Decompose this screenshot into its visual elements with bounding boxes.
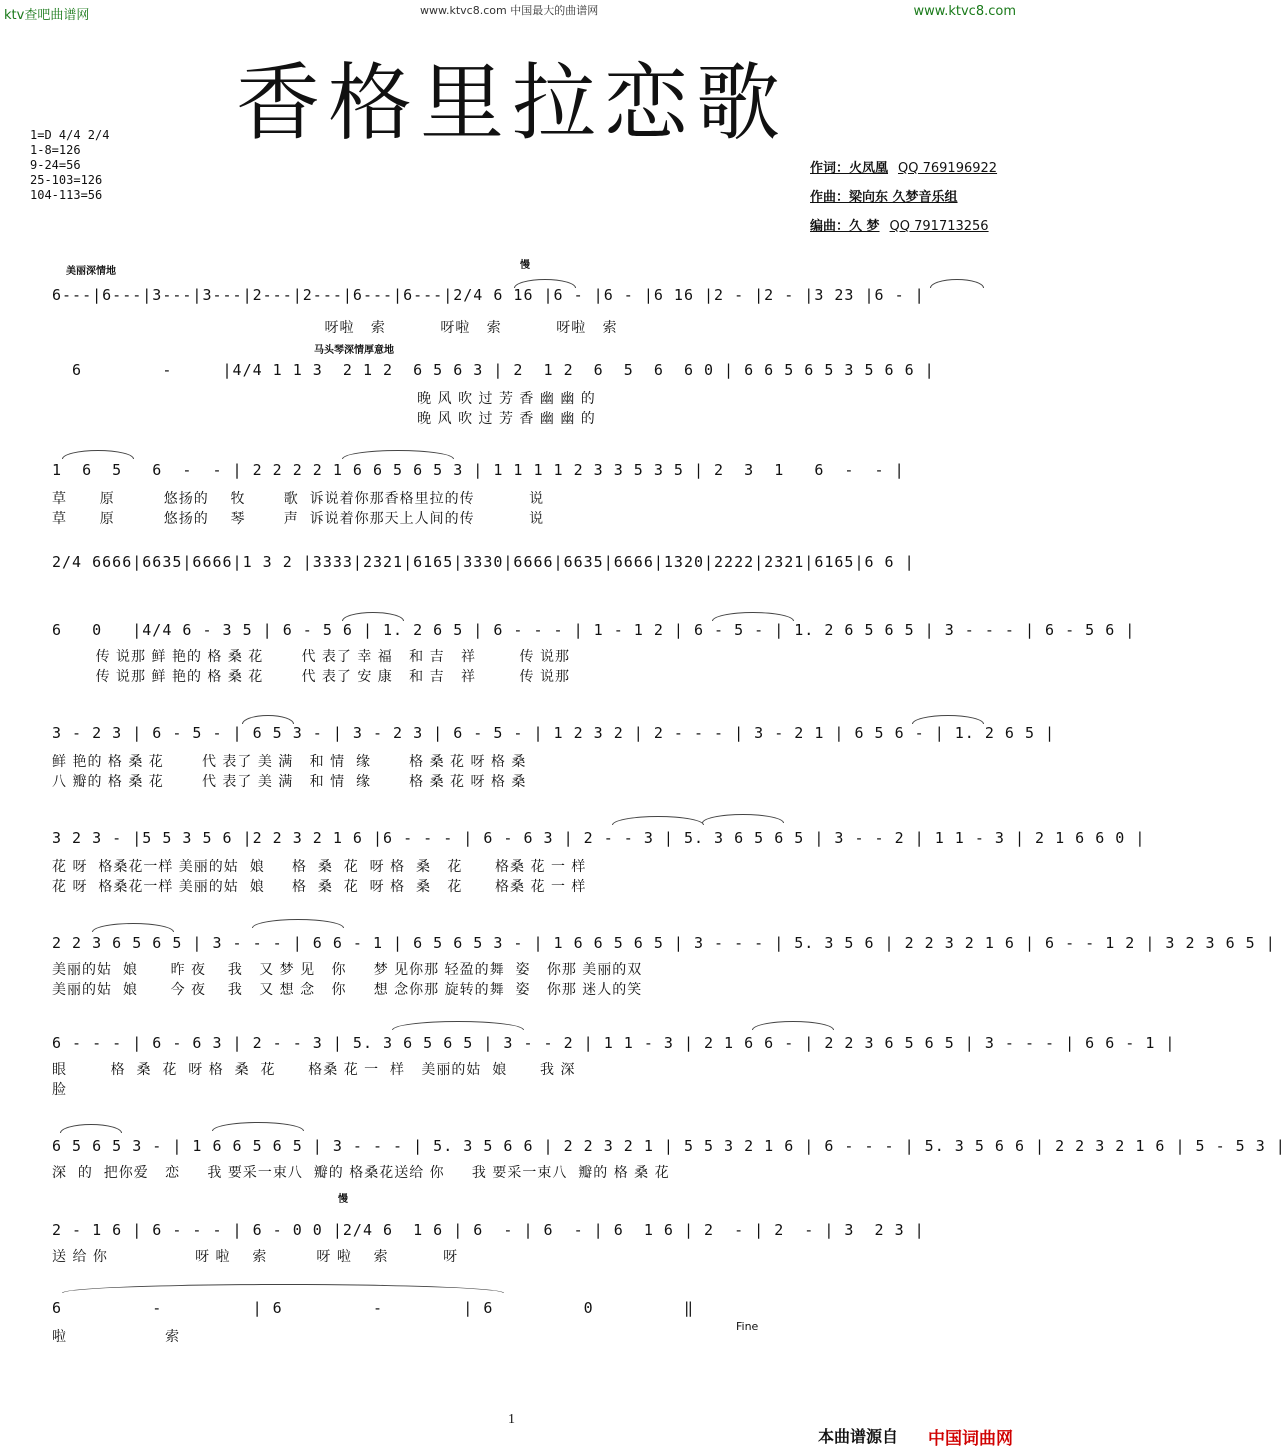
credit-role: 作曲：梁向东 久梦音乐组 bbox=[810, 190, 958, 205]
notation-line bbox=[52, 933, 1276, 961]
tempo-line: 1=D 4/4 2/4 bbox=[30, 128, 110, 142]
credit-qq: QQ 769196922 bbox=[898, 161, 998, 176]
lyric-line: 传 说那 鲜 艳的 格 桑 花 代 表了 安 康 和 吉 祥 传 说那 bbox=[52, 669, 571, 685]
notation-line bbox=[52, 723, 1056, 751]
lyric-line: 眼 格 桑 花 呀 格 桑 花 格桑 花 一 样 美丽的姑 娘 我 深 bbox=[52, 1062, 576, 1078]
credit-role: 编曲：久 梦 bbox=[810, 219, 880, 234]
lyric-line: 鲜 艳的 格 桑 花 代 表了 美 满 和 情 缘 格 桑 花 呀 格 桑 bbox=[52, 754, 527, 770]
notation-text: 6 5 6 5 3 - | 1 6 6 5 6 5 | 3 - - - | 5. 3 5 6 6 | 2 2 3 2 1 | 5 5 3 2 1 6 | 6 - - - | 5. 3 5 6 6 | 2 2 3 2 1 6 | 5 - 5 3 | bbox=[52, 1137, 1286, 1155]
lyric-line: 八 瓣的 格 桑 花 代 表了 美 满 和 情 缘 格 桑 花 呀 格 桑 bbox=[52, 774, 527, 790]
notation-line bbox=[52, 360, 982, 388]
lyric-line: 美丽的姑 娘 昨 夜 我 又 梦 见 你 梦 见你那 轻盈的舞 姿 你那 美丽的双 bbox=[52, 962, 643, 978]
expression-mark: 美丽深情地 bbox=[66, 266, 116, 277]
tempo-block bbox=[30, 128, 109, 203]
song-title: 香格里拉恋歌 bbox=[235, 54, 788, 152]
header-site-right: www.ktvc8.com bbox=[913, 4, 1016, 19]
notation-line bbox=[52, 285, 982, 313]
lyric-line: 晚 风 吹 过 芳 香 幽 幽 的 bbox=[52, 391, 596, 407]
lyric-line: 啦 索 bbox=[52, 1329, 181, 1345]
notation-text: 6 - |4/4 1 1 3 2 1 2 6 5 6 3 | 2 1 2 6 5 6 6 0 | 6 6 5 6 5 3 5 6 6 | bbox=[52, 361, 935, 379]
notation-text: 1 6 5 6 - - | 2 2 2 2 1 6 6 5 6 5 3 | 1 1 1 1 2 3 3 5 3 5 | 2 3 1 6 - - | bbox=[52, 461, 905, 479]
notation-text: 6 0 |4/4 6 - 3 5 | 6 - 5 6 | 1. 2 6 5 | 6 - - - | 1 - 1 2 | 6 - 5 - | 1. 2 6 5 6 5 | 3 - - - | 6 - 5 6 | bbox=[52, 621, 1136, 639]
tempo-line: 25-103=126 bbox=[30, 173, 103, 187]
tempo-mark: 慢 bbox=[520, 260, 530, 271]
page-number: 1 bbox=[508, 1412, 515, 1427]
credit-lyricist bbox=[810, 157, 997, 176]
lyric-line: 草 原 悠扬的 琴 声 诉说着你那天上人间的传 说 bbox=[52, 511, 545, 527]
notation-line bbox=[52, 460, 982, 488]
notation-text: 6 - - - | 6 - 6 3 | 2 - - 3 | 5. 3 6 5 6 5 | 3 - - 2 | 1 1 - 3 | 2 1 6 6 - | 2 2 3 6 5 6 5 | 3 - - - | 6 6 - 1 | bbox=[52, 1034, 1176, 1052]
lyric-line: 草 原 悠扬的 牧 歌 诉说着你那香格里拉的传 说 bbox=[52, 491, 545, 507]
fine-mark: Fine bbox=[736, 1320, 759, 1333]
tempo-line: 9-24=56 bbox=[30, 158, 81, 172]
notation-line bbox=[52, 1136, 1286, 1164]
lyric-line: 花 呀 格桑花一样 美丽的姑 娘 格 桑 花 呀 格 桑 花 格桑 花 一 样 bbox=[52, 859, 587, 875]
credit-arranger bbox=[810, 215, 989, 234]
credit-role: 作词：火凤凰 bbox=[810, 161, 889, 176]
lyric-line: 花 呀 格桑花一样 美丽的姑 娘 格 桑 花 呀 格 桑 花 格桑 花 一 样 bbox=[52, 879, 587, 895]
lyric-line: 美丽的姑 娘 今 夜 我 又 想 念 你 想 念你那 旋转的舞 姿 你那 迷人的笑 bbox=[52, 982, 643, 998]
source-label: 本曲谱源自 bbox=[818, 1427, 899, 1446]
source-site-logo: 中国词曲网 bbox=[928, 1429, 1013, 1449]
credit-composer bbox=[810, 186, 968, 205]
notation-text: 6 - | 6 - | 6 0 ‖ bbox=[52, 1299, 694, 1317]
notation-text: 2 2 3 6 5 6 5 | 3 - - - | 6 6 - 1 | 6 5 6 5 3 - | 1 6 6 5 6 5 | 3 - - - | 5. 3 5 6 | 2 2 3 2 1 6 | 6 - - 1 2 | 3 2 3 6 5 | bbox=[52, 934, 1276, 952]
header-site-mid: www.ktvc8.com 中国最大的曲谱网 bbox=[420, 4, 599, 17]
notation-text: 6---|6---|3---|3---|2---|2---|6---|6---|2/4 6 16 |6 - |6 - |6 16 |2 - |2 - |3 23 |6 - | bbox=[52, 286, 925, 304]
notation-line bbox=[52, 620, 1136, 648]
notation-line bbox=[52, 1033, 1176, 1061]
notation-text: 3 2 3 - |5 5 3 5 6 |2 2 3 2 1 6 |6 - - - | 6 - 6 3 | 2 - - 3 | 5. 3 6 5 6 5 | 3 - - 2 | 1 1 - 3 | 2 1 6 6 0 | bbox=[52, 829, 1146, 847]
lyric-line: 送 给 你 呀 啦 索 呀 啦 索 呀 bbox=[52, 1249, 459, 1265]
lyric-line: 晚 风 吹 过 芳 香 幽 幽 的 bbox=[52, 411, 596, 427]
notation-text: 3 - 2 3 | 6 - 5 - | 6 5 3 - | 3 - 2 3 | 6 - 5 - | 1 2 3 2 | 2 - - - | 3 - 2 1 | 6 5 6 - | 1. 2 6 5 | bbox=[52, 724, 1056, 742]
notation-text: 2/4 6666|6635|6666|1 3 2 |3333|2321|6165|3330|6666|6635|6666|1320|2222|2321|6165|6 6 | bbox=[52, 553, 915, 571]
credit-qq: QQ 791713256 bbox=[889, 219, 989, 234]
lyric-line: 呀啦 索 呀啦 索 呀啦 索 bbox=[52, 320, 618, 336]
lyric-line: 深 的 把你爱 恋 我 要采一束八 瓣的 格桑花送给 你 我 要采一束八 瓣的 格 桑 花 bbox=[52, 1165, 670, 1181]
tempo-line: 104-113=56 bbox=[30, 188, 103, 202]
lyric-line: 传 说那 鲜 艳的 格 桑 花 代 表了 幸 福 和 吉 祥 传 说那 bbox=[52, 649, 571, 665]
notation-line bbox=[52, 828, 1146, 856]
expression-mark: 马头琴深情厚意地 bbox=[314, 345, 394, 356]
header-site-left: ktv查吧曲谱网 bbox=[4, 8, 90, 23]
notation-line bbox=[52, 552, 982, 580]
tempo-line: 1-8=126 bbox=[30, 143, 81, 157]
tempo-mark: 慢 bbox=[338, 1194, 348, 1205]
notation-line bbox=[52, 1220, 982, 1248]
notation-line bbox=[52, 1298, 982, 1326]
lyric-line: 脸 bbox=[52, 1082, 67, 1098]
notation-text: 2 - 1 6 | 6 - - - | 6 - 0 0 |2/4 6 1 6 | 6 - | 6 - | 6 1 6 | 2 - | 2 - | 3 2 3 | bbox=[52, 1221, 925, 1239]
